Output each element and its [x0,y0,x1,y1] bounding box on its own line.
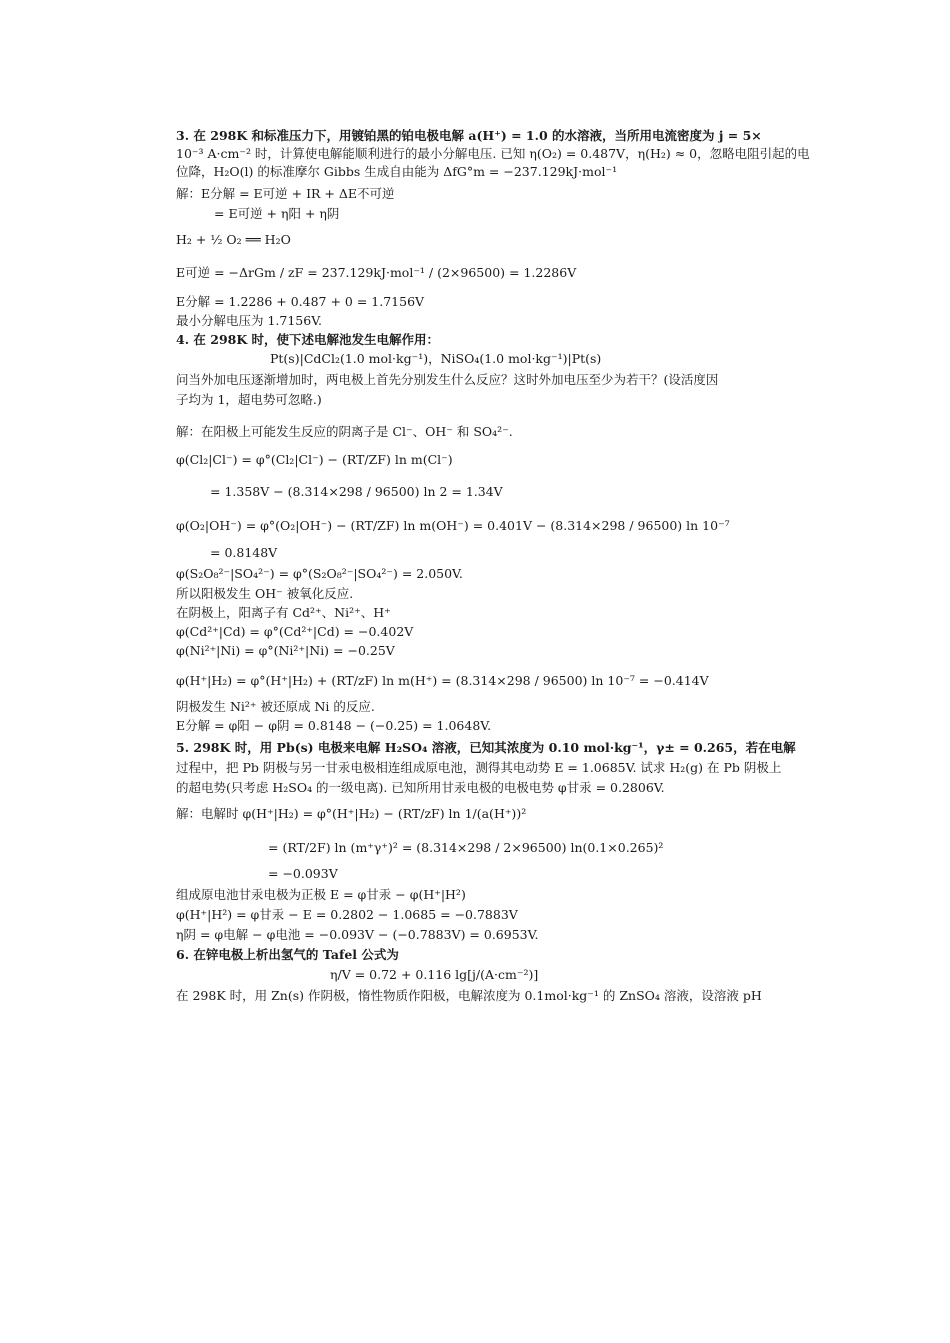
problem-4-hydrogen-potential: φ(H⁺|H₂) = φ°(H⁺|H₂) + (RT/zF) ln m(H⁺) = (8.314×298 / 96500) ln 10⁻⁷ = −0.414V [176,673,709,688]
problem-4-chlorine-value: = 1.358V − (8.314×298 / 96500) ln 2 = 1.34V [210,484,503,499]
problem-5-statement-line-1: 5. 298K 时，用 Pb(s) 电极来电解 H₂SO₄ 溶液，已知其浓度为 0.10 mol·kg⁻¹，γ± = 0.265，若在电解 [176,740,796,755]
problem-4-cadmium-potential: φ(Cd²⁺|Cd) = φ°(Cd²⁺|Cd) = −0.402V [176,624,414,639]
problem-4-cell-notation: Pt(s)|CdCl₂(1.0 mol·kg⁻¹)，NiSO₄(1.0 mol·kg⁻¹)|Pt(s) [270,351,602,366]
problem-3-statement-line-1: 3. 在 298K 和标准压力下，用镀铂黑的铂电极电解 a(H⁺) = 1.0 的水溶液，当所用电流密度为 j = 5× [176,128,762,143]
problem-4-oxygen-potential: φ(O₂|OH⁻) = φ°(O₂|OH⁻) − (RT/ZF) ln m(OH⁻) = 0.401V − (8.314×298 / 96500) ln 10⁻⁷ [176,518,730,533]
problem-4-cathode-cations: 在阴极上，阳离子有 Cd²⁺、Ni²⁺、H⁺ [176,605,391,620]
problem-6-statement-line-2: 在 298K 时，用 Zn(s) 作阴极，惰性物质作阳极，电解浓度为 0.1mol·kg⁻¹ 的 ZnSO₄ 溶液，设溶液 pH [176,988,762,1003]
problem-3-decomposition-voltage: E分解 = 1.2286 + 0.487 + 0 = 1.7156V [176,294,425,309]
problem-4-chlorine-potential: φ(Cl₂|Cl⁻) = φ°(Cl₂|Cl⁻) − (RT/ZF) ln m(Cl⁻) [176,452,453,467]
problem-4-statement-line-1: 4. 在 298K 时，使下述电解池发生电解作用： [176,332,440,347]
problem-4-nickel-potential: φ(Ni²⁺|Ni) = φ°(Ni²⁺|Ni) = −0.25V [176,643,395,658]
problem-4-statement-line-3: 子均为 1，超电势可忽略.) [176,392,322,407]
problem-5-statement-line-3: 的超电势(只考虑 H₂SO₄ 的一级电离). 已知所用甘汞电极的电极电势 φ甘汞 = 0.2806V. [176,780,665,795]
problem-3-solution-line-1: 解：E分解 = E可逆 + IR + ΔE不可逆 [176,186,395,201]
problem-4-anode-conclusion: 所以阳极发生 OH⁻ 被氧化反应. [176,586,354,601]
problem-6-statement-line-1: 6. 在锌电极上析出氢气的 Tafel 公式为 [176,947,399,962]
problem-5-solution-line-4: 组成原电池甘汞电极为正极 E = φ甘汞 − φ(H⁺|H²) [176,887,466,902]
problem-5-solution-line-3: = −0.093V [268,866,338,881]
problem-5-solution-line-5: φ(H⁺|H²) = φ甘汞 − E = 0.2802 − 1.0685 = −0.7883V [176,907,518,922]
problem-4-decomposition-voltage: E分解 = φ阳 − φ阴 = 0.8148 − (−0.25) = 1.0648V. [176,718,492,733]
problem-4-cathode-conclusion: 阴极发生 Ni²⁺ 被还原成 Ni 的反应. [176,699,375,714]
problem-6-tafel-equation: η/V = 0.72 + 0.116 lg[j/(A·cm⁻²)] [330,967,539,982]
problem-4-persulfate-potential: φ(S₂O₈²⁻|SO₄²⁻) = φ°(S₂O₈²⁻|SO₄²⁻) = 2.050V. [176,566,463,581]
problem-3-statement-line-3: 位降，H₂O(l) 的标准摩尔 Gibbs 生成自由能为 ΔfG°m = −237.129kJ·mol⁻¹ [176,164,618,179]
problem-5-solution-line-1: 解：电解时 φ(H⁺|H₂) = φ°(H⁺|H₂) − (RT/zF) ln 1/(a(H⁺))² [176,806,527,821]
problem-3-reversible-emf: E可逆 = −ΔrGm / zF = 237.129kJ·mol⁻¹ / (2×96500) = 1.2286V [176,265,577,280]
problem-5-solution-line-6: η阴 = φ电解 − φ电池 = −0.093V − (−0.7883V) = 0.6953V. [176,927,539,942]
problem-5-statement-line-2: 过程中，把 Pb 阴极与另一甘汞电极相连组成原电池，测得其电动势 E = 1.0685V. 试求 H₂(g) 在 Pb 阴极上 [176,760,782,775]
problem-4-statement-line-2: 问当外加电压逐渐增加时，两电极上首先分别发生什么反应？这时外加电压至少为若干？(设活度因 [176,372,719,387]
problem-3-solution-line-2: = E可逆 + η阳 + η阴 [214,206,340,221]
problem-3-statement-line-2: 10⁻³ A·cm⁻² 时，计算使电解能顺利进行的最小分解电压. 已知 η(O₂) = 0.487V，η(H₂) ≈ 0，忽略电阻引起的电 [176,146,810,161]
problem-3-answer: 最小分解电压为 1.7156V. [176,313,323,328]
problem-4-solution-line-1: 解：在阳极上可能发生反应的阴离子是 Cl⁻、OH⁻ 和 SO₄²⁻. [176,424,513,439]
problem-3-reaction: H₂ + ½ O₂ ══ H₂O [176,232,291,247]
problem-4-oxygen-value: = 0.8148V [210,545,278,560]
problem-5-solution-line-2: = (RT/2F) ln (m⁺γ⁺)² = (8.314×298 / 2×96500) ln(0.1×0.265)² [268,840,664,855]
